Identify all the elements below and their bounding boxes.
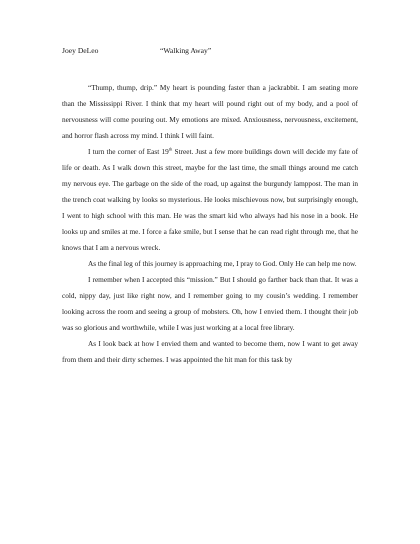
- paragraph-3: As the final leg of this journey is approaching me, I pray to God. Only He can help me now.: [88, 259, 357, 268]
- document-header: [62, 46, 212, 56]
- paragraph-4: I remember when I accepted this “mission.” But I should go farther back than that. It was a cold, nippy day, just like right now, and I remember going to my cousin’s wedding. I remember looking across the room and seeing a group of mobsters. Oh, how I envied them. I thought their job was so glorious and worthwhile, while I was just working at a local free library.: [62, 275, 358, 332]
- paragraph-2-rest: Street. Just a few more buildings down will decide my fate of life or death. As I walk down this street, maybe for the last time, the small things around me catch my nervous eye. The garbage on the side of the road, up against the burgundy lamppost. The man in the trench coat walking by looks so mysterious. He looks mischievous now, but surprisingly enough, I went to high school with this man. He was the smart kid who always had his nose in a book. He looks up and smiles at me. I force a fake smile, but I sense that he can read right through me, that he knows that I am a nervous wreck.: [62, 147, 358, 252]
- author-name: Joey DeLeo: [62, 46, 99, 55]
- paragraph-5: As I look back at how I envied them and wanted to become them, now I want to get away from them and their dirty schemes. I was appointed the hit man for this task by: [62, 339, 358, 364]
- paragraph-2-start: I turn the corner of East 19: [88, 147, 169, 156]
- paragraph-1: “Thump, thump, drip.” My heart is pounding faster than a jackrabbit. I am seating more than the Mississippi River. I think that my heart will pound right out of my body, and a pool of nervousness will come pouring out. My emotions are mixed. Anxiousness, nervousness, excitement, and horror flash across my mind. I think I will faint.: [62, 83, 358, 140]
- paragraph-2: [62, 144, 358, 256]
- ordinal-suffix: th: [168, 146, 173, 152]
- document-title: “Walking Away”: [160, 46, 212, 55]
- document-body: [62, 80, 358, 368]
